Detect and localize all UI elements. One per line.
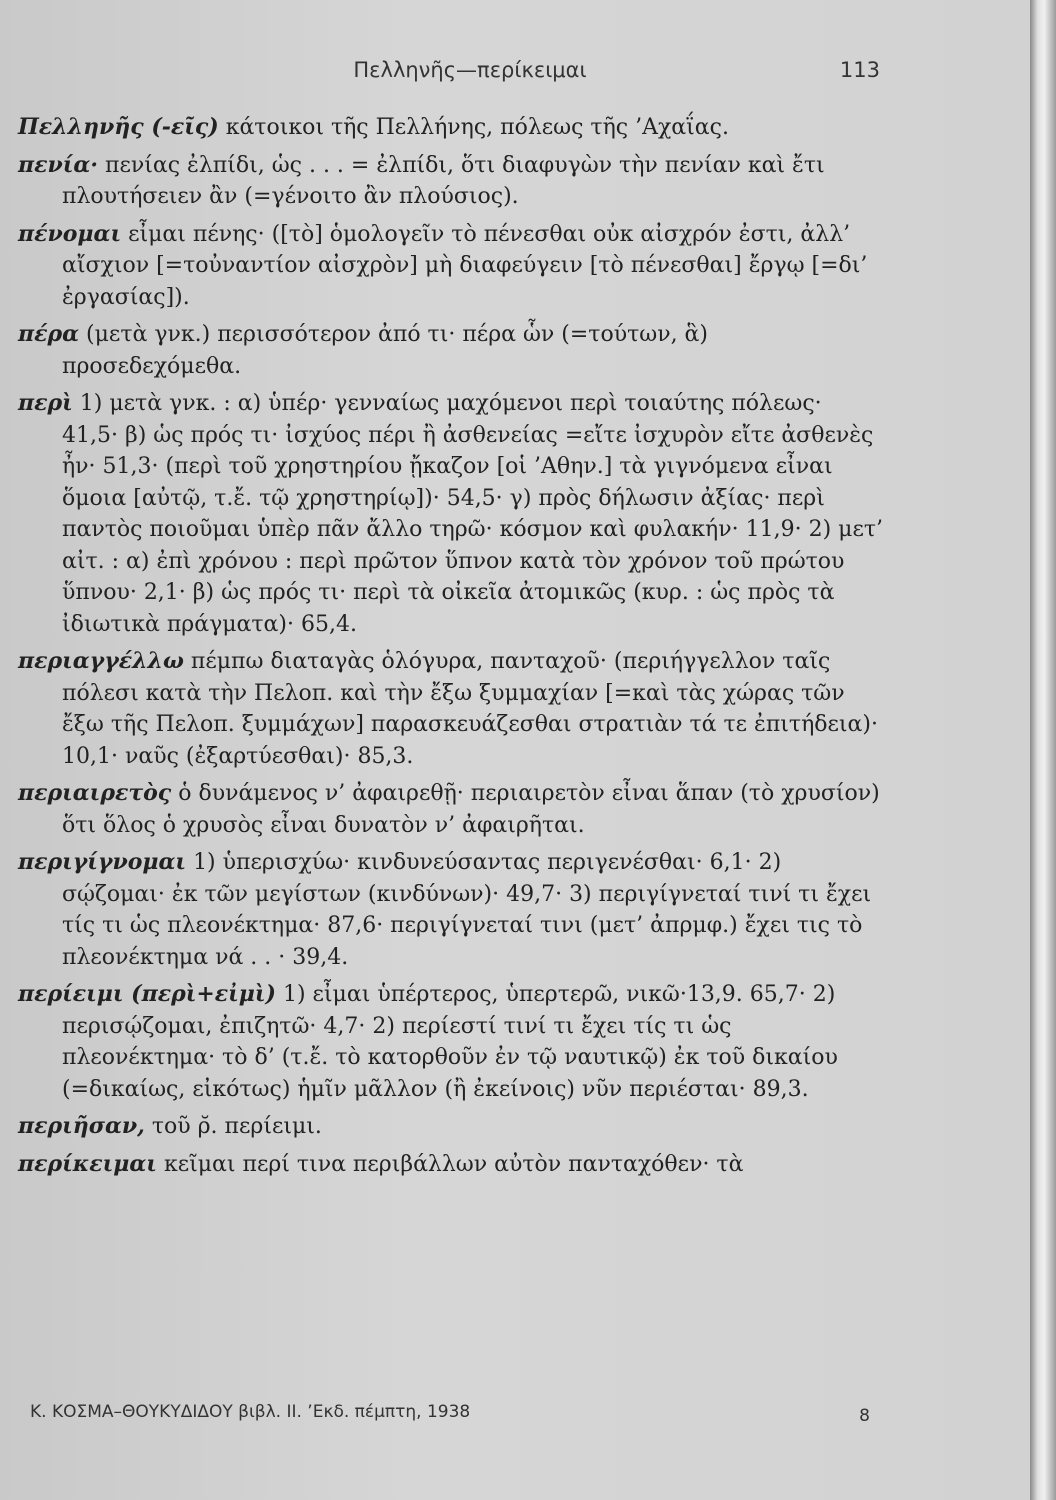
- entry: [18, 219, 883, 314]
- entry-text: πενίας ἐλπίδι, ὡς . . . = ἐλπίδι, ὅτι διαφυγὼν τὴν πενίαν καὶ ἔτι πλουτήσειεν ἂν (=γένοιτο ἂν πλούσιος).: [62, 152, 825, 209]
- header-title: Πελληνῆς—περίκειμαι: [353, 58, 587, 82]
- entry: [18, 646, 883, 772]
- signature-mark: 8: [859, 1406, 870, 1426]
- entry-text: κάτοικοι τῆς Πελλήνης, πόλεως τῆς ’Αχαΐας.: [225, 115, 729, 140]
- page-edge: [1030, 0, 1056, 1500]
- entry: [18, 778, 883, 841]
- entry: [18, 979, 883, 1105]
- entry: [18, 112, 883, 144]
- entry-lemma: πενία·: [18, 151, 98, 178]
- entry-text: εἶμαι πένης· ([τὸ] ὁμολογεῖν τὸ πένεσθαι οὐκ αἰσχρόν ἐστι, ἀλλ’ αἴσχιον [=τοὐναντίον αἰσχρὸν] μὴ διαφεύγειν [τὸ πένεσθαι] ἔργῳ [=δι’ ἐργασίας]).: [62, 221, 868, 310]
- entry: [18, 1149, 883, 1181]
- page-number: 113: [839, 58, 880, 82]
- entry-lemma: περὶ: [18, 390, 73, 416]
- entry-text: ὁ δυνάμενος ν’ ἀφαιρεθῇ· περιαιρετὸν εἶναι ἅπαν (τὸ χρυσίον) ὅτι ὅλος ὁ χρυσὸς εἶναι δυνατὸν ν’ ἀφαιρῆται.: [62, 781, 880, 838]
- entry-text: τοῦ ρ̆. περίειμι.: [151, 1114, 322, 1139]
- footer-text: Κ. ΚΟΣΜΑ–ΘΟΥΚΥΔΙΔΟΥ βιβλ. ΙΙ. ’Εκδ. πέμπτη, 1938: [30, 1402, 471, 1422]
- printer-footer: [30, 1402, 870, 1426]
- entry-text: 1) ὑπερισχύω· κινδυνεύσαντας περιγενέσθαι· 6,1· 2) σῴζομαι· ἐκ τῶν μεγίστων (κινδύνων)· 49,7· 3) περιγίγνεταί τινί τι ἔχει τίς τι ὡς πλεονέκτημα· 87,6· περιγίγνεταί τινι (μετ’ ἀπρμφ.) ἔχει τις τὸ πλεονέκτημα νά . . · 39,4.: [62, 850, 872, 970]
- entry-lemma: περιῆσαν,: [18, 1113, 145, 1139]
- entry-lemma: πέρα: [18, 321, 80, 347]
- entry: [18, 847, 883, 973]
- entry-text: πέμπω διαταγὰς ὁλόγυρα, πανταχοῦ· (περιήγγελλον ταῖς πόλεσι κατὰ τὴν Πελοπ. καὶ τὴν ἔξω ξυμμαχίαν [=καὶ τὰς χώρας τῶν ἔξω τῆς Πελοπ. ξυμμάχων] παρασκευάζεσθαι στρατιὰν τά τε ἐπιτήδεια)· 10,1· ναῦς (ἐξαρτύεσθαι)· 85,3.: [62, 649, 878, 769]
- dictionary-body: [18, 112, 883, 1186]
- entry-lemma: περίειμι (περὶ+εἰμὶ): [18, 981, 276, 1007]
- entry-lemma: πένομαι: [18, 220, 122, 247]
- entry-lemma: περιαιρετὸς: [18, 780, 172, 806]
- entry-text: 1) εἶμαι ὑπέρτερος, ὑπερτερῶ, νικῶ·13,9. 65,7· 2) περισῴζομαι, ἐπιζητῶ· 4,7· 2) περίεστί τινί τι ἔχει τίς τι ὡς πλεονέκτημα· τὸ δ’ (τ.ἔ. τὸ κατορθοῦν ἐν τῷ ναυτικῷ) ἐκ τοῦ δικαίου (=δικαίως, εἰκότως) ἡμῖν μᾶλλον (ἢ ἐκείνοις) νῦν περιέσται· 89,3.: [62, 982, 838, 1102]
- entry-text: 1) μετὰ γνκ. : α) ὑπέρ· γενναίως μαχόμενοι περὶ τοιαύτης πόλεως· 41,5· β) ὡς πρός τι· ἰσχύος πέρι ἢ ἀσθενείας =εἴτε ἰσχυρὸν εἴτε ἀσθενὲς ἦν· 51,3· (περὶ τοῦ χρηστηρίου ᾔκαζον [οἱ ’Αθην.] τὰ γιγνόμενα εἶναι ὅμοια [αὐτῷ, τ.ἔ. τῷ χρηστηρίῳ])· 54,5· γ) πρὸς δήλωσιν ἀξίας· περὶ παντὸς ποιοῦμαι ὑπὲρ πᾶν ἄλλο τηρῶ· κόσμον καὶ φυλακήν· 11,9· 2) μετ’ αἰτ. : α) ἐπὶ χρόνου : περὶ πρῶτον ὕπνον κατὰ τὸν χρόνον τοῦ πρώτου ὕπνου· 2,1· β) ὡς πρός τι· περὶ τὰ οἰκεῖα ἀτομικῶς (κυρ. : ὡς πρὸς τὰ ἰδιωτικὰ πράγματα)· 65,4.: [62, 391, 884, 637]
- entry-text: κεῖμαι περί τινα περιβάλλων αὐτὸν πανταχόθεν· τὰ: [163, 1151, 744, 1177]
- entry-lemma: περιγίγνομαι: [18, 849, 187, 875]
- entry-lemma: περιαγγέλλω: [18, 648, 184, 674]
- entry: [18, 150, 883, 213]
- entry: [18, 1111, 883, 1143]
- entry-lemma: Πελληνῆς (-εῖς): [18, 114, 219, 140]
- entry: [18, 388, 883, 640]
- entry-lemma: περίκειμαι: [18, 1150, 157, 1177]
- entry: [18, 319, 883, 382]
- entry-text: (μετὰ γνκ.) περισσότερον ἀπό τι· πέρα ὧν (=τούτων, ἃ) προσεδεχόμεθα.: [62, 322, 708, 379]
